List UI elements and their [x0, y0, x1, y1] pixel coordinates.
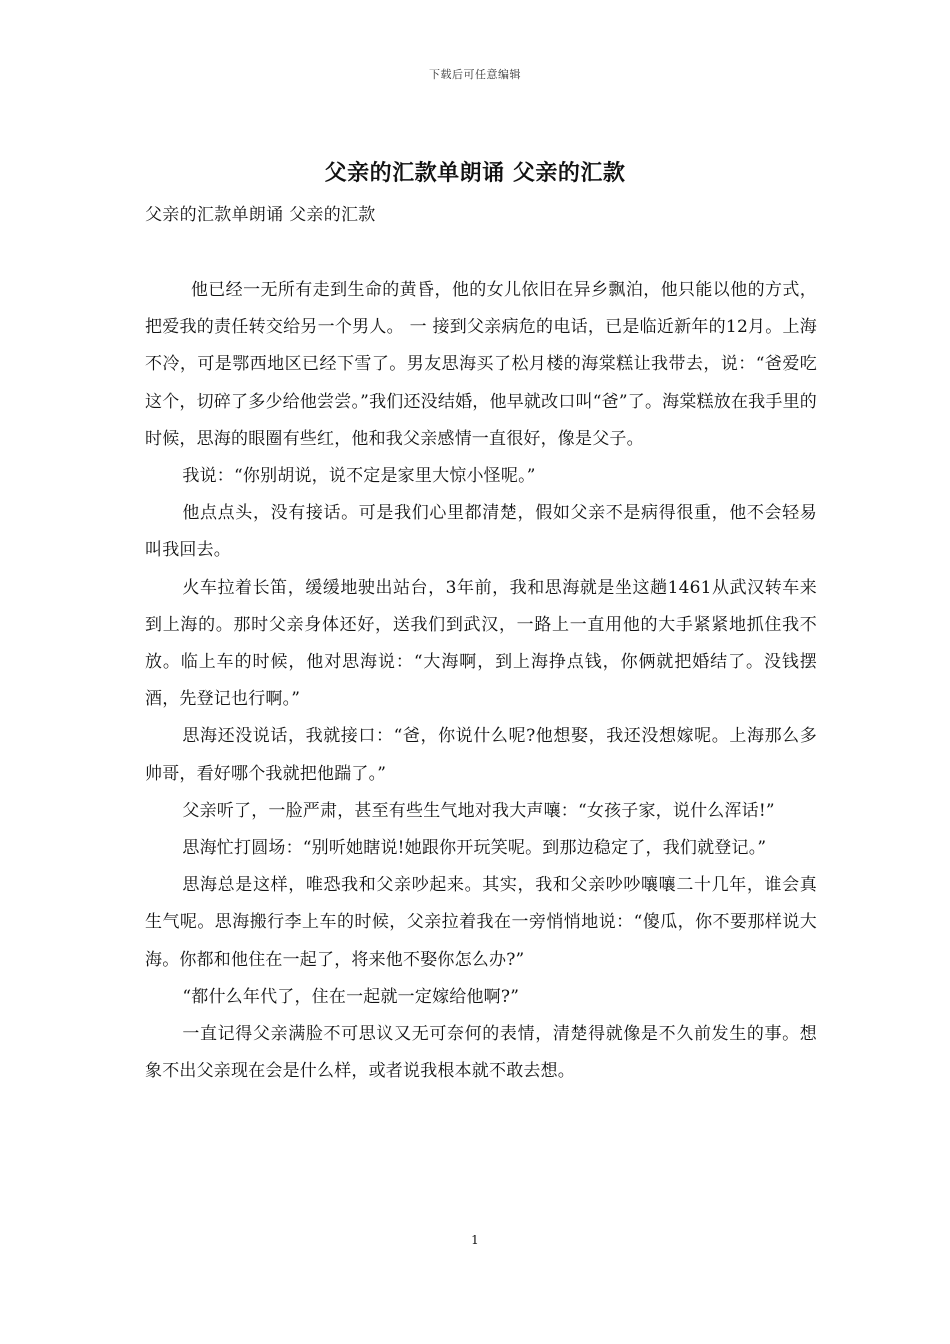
paragraph: 一直记得父亲满脸不可思议又无可奈何的表情，清楚得就像是不久前发生的事。想象不出父亲现在会是什么样，或者说我根本就不敢去想。: [145, 1024, 817, 1082]
paragraph: 思海还没说话，我就接口：“爸，你说什么呢?他想娶，我还没想嫁呢。上海那么多帅哥，看好哪个我就把他踹了。”: [145, 726, 817, 784]
document-body: [145, 272, 817, 1090]
page-number: 1: [471, 1233, 479, 1247]
paragraph: 父亲听了，一脸严肃，甚至有些生气地对我大声嚷：“女孩子家，说什么浑话!”: [182, 800, 775, 821]
paragraph: 他已经一无所有走到生命的黄昏，他的女儿依旧在异乡飘泊，他只能以他的方式，把爱我的责任转交给另一个男人。 一 接到父亲病危的电话，已是临近新年的12月。上海不冷，可是鄂西地区已经下雪了。男友思海买了松月楼的海棠糕让我带去，说：“爸爱吃这个，切碎了多少给他尝尝。”我们还没结婚，他早就改口叫“爸”了。海棠糕放在我手里的时候，思海的眼圈有些红，他和我父亲感情一直很好，像是父子。: [145, 280, 817, 449]
paragraph: 我说：“你别胡说，说不定是家里大惊小怪呢。”: [182, 466, 536, 487]
paragraph: 火车拉着长笛，缓缓地驶出站台，3年前，我和思海就是坐这趟1461从武汉转车来到上海的。那时父亲身体还好，送我们到武汉，一路上一直用他的大手紧紧地抓住我不放。临上车的时候，他对思海说：“大海啊，到上海挣点钱，你俩就把婚结了。没钱摆酒，先登记也行啊。”: [145, 577, 817, 710]
document-title: 父亲的汇款单朗诵 父亲的汇款: [324, 161, 626, 186]
paragraph: 思海忙打圆场：“别听她瞎说!她跟你开玩笑呢。到那边稳定了，我们就登记。”: [182, 838, 767, 859]
document-subtitle: 父亲的汇款单朗诵 父亲的汇款: [145, 205, 376, 225]
header-note: 下载后可任意编辑: [429, 68, 521, 81]
paragraph: 思海总是这样，唯恐我和父亲吵起来。其实，我和父亲吵吵嚷嚷二十几年，谁会真生气呢。思海搬行李上车的时候，父亲拉着我在一旁悄悄地说：“傻瓜，你不要那样说大海。你都和他住在一起了，将来他不娶你怎么办?”: [145, 875, 817, 970]
paragraph: 他点点头，没有接话。可是我们心里都清楚，假如父亲不是病得很重，他不会轻易叫我回去。: [145, 503, 817, 561]
paragraph: “都什么年代了，住在一起就一定嫁给他啊?”: [182, 986, 520, 1007]
